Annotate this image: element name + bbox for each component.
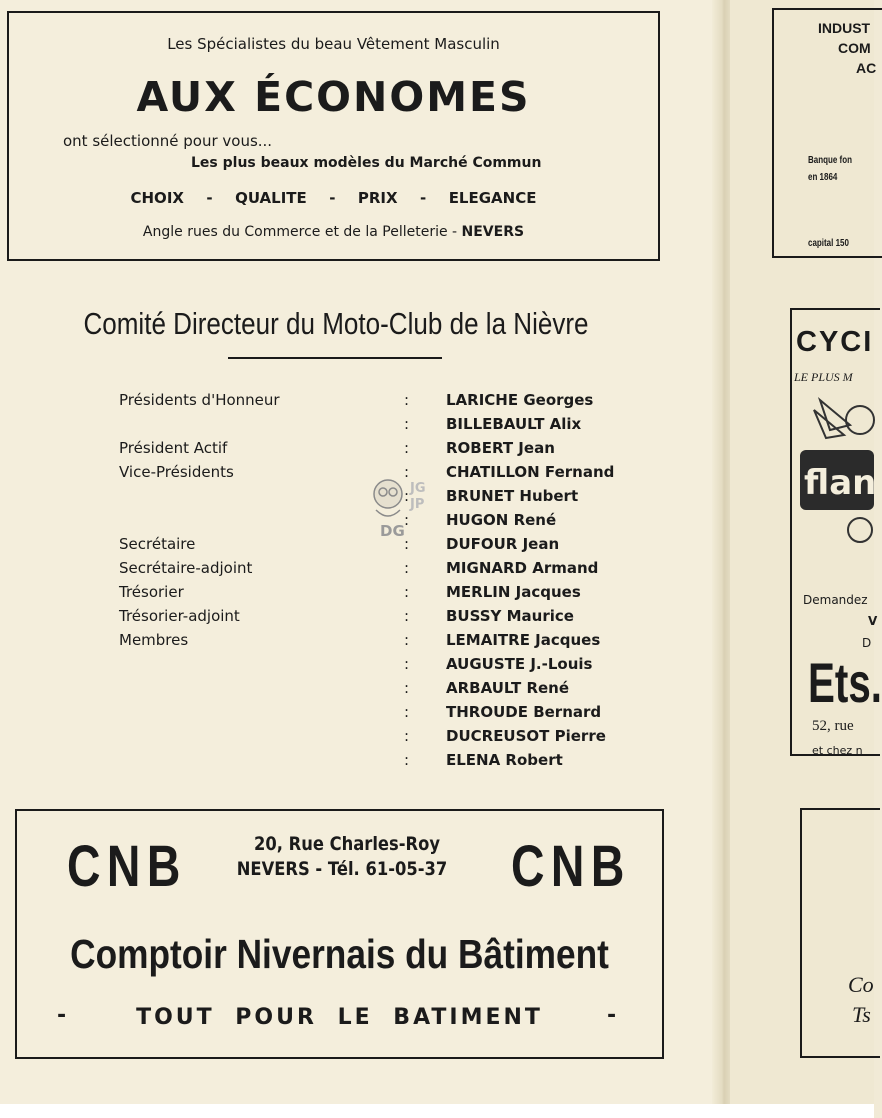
cycles-subtitle: LE PLUS M bbox=[794, 370, 853, 384]
banque-capital: capital 150 bbox=[808, 238, 849, 249]
member-name: MIGNARD Armand bbox=[446, 559, 599, 577]
member-name: HUGON René bbox=[446, 511, 557, 529]
role-colon: : bbox=[404, 535, 410, 553]
member-name: DUFOUR Jean bbox=[446, 535, 560, 553]
role-label bbox=[119, 508, 280, 532]
role-label bbox=[119, 676, 280, 700]
role-label bbox=[119, 484, 280, 508]
names-column bbox=[446, 388, 614, 772]
banque-line1: INDUST bbox=[818, 20, 871, 36]
role-colon: : bbox=[404, 655, 410, 673]
economes-name: AUX ÉCONOMES bbox=[136, 73, 531, 121]
member-name: DUCREUSOT Pierre bbox=[446, 727, 606, 745]
role-label: Présidents d'Honneur bbox=[119, 391, 280, 409]
banque-founded1: Banque fon bbox=[808, 155, 852, 166]
cnb-logo-left: CNB bbox=[67, 834, 187, 899]
role-colon: : bbox=[404, 607, 410, 625]
colons-column bbox=[404, 388, 409, 772]
role-label: Secrétaire bbox=[119, 535, 196, 553]
role-colon: : bbox=[404, 439, 410, 457]
cycles-ets: Ets. bbox=[808, 651, 882, 714]
economes-address-text: Angle rues du Commerce et de la Pelleterie - bbox=[142, 224, 462, 240]
cycles-logo-text: flan bbox=[804, 463, 877, 503]
banque-line2: COM bbox=[838, 40, 871, 56]
cycles-v: V bbox=[868, 614, 878, 628]
stamp-line2: JP bbox=[410, 497, 425, 512]
member-name: BUSSY Maurice bbox=[446, 607, 574, 625]
member-name: AUGUSTE J.-Louis bbox=[446, 655, 593, 673]
cycles-title: CYCI bbox=[796, 326, 874, 358]
ad-aux-economes bbox=[7, 11, 660, 261]
role-label: Secrétaire-adjoint bbox=[119, 559, 253, 577]
role-colon: : bbox=[404, 391, 410, 409]
economes-qualities: CHOIX - QUALITE - PRIX - ELEGANCE bbox=[130, 189, 537, 207]
cycles-logo bbox=[800, 390, 877, 550]
member-name: MERLIN Jacques bbox=[446, 583, 581, 601]
cycles-chez: et chez n bbox=[812, 744, 863, 757]
member-name: BRUNET Hubert bbox=[446, 487, 579, 505]
cnb-address-line2: NEVERS - Tél. 61-05-37 bbox=[236, 858, 448, 880]
role-colon: : bbox=[404, 415, 410, 433]
role-label bbox=[119, 700, 280, 724]
economes-selected: ont sélectionné pour vous... bbox=[63, 132, 273, 150]
role-label: Vice-Présidents bbox=[119, 463, 234, 481]
cycles-rue: 52, rue bbox=[812, 718, 854, 734]
role-label bbox=[119, 748, 280, 772]
cnb-dash-left: - bbox=[57, 1003, 67, 1028]
role-colon: : bbox=[404, 631, 410, 649]
role-colon: : bbox=[404, 703, 410, 721]
economes-tagline: Les Spécialistes du beau Vêtement Masculin bbox=[167, 35, 500, 53]
cnb-address-line1: 20, Rue Charles-Roy bbox=[253, 833, 440, 855]
comite-divider bbox=[228, 357, 442, 359]
role-colon: : bbox=[404, 463, 410, 481]
role-colon: : bbox=[404, 559, 410, 577]
role-label bbox=[119, 412, 280, 436]
member-name: BILLEBAULT Alix bbox=[446, 415, 582, 433]
role-colon: : bbox=[404, 751, 410, 769]
member-name: ARBAULT René bbox=[446, 679, 570, 697]
member-name: LARICHE Georges bbox=[446, 391, 594, 409]
ad-cnb bbox=[15, 809, 664, 1059]
role-label: Président Actif bbox=[119, 439, 228, 457]
cnb-full-name: Comptoir Nivernais du Bâtiment bbox=[70, 931, 609, 977]
cycles-d: D bbox=[862, 636, 872, 650]
role-colon: : bbox=[404, 727, 410, 745]
member-name: THROUDE Bernard bbox=[446, 703, 602, 721]
economes-address bbox=[9, 224, 658, 240]
member-name: ELENA Robert bbox=[446, 751, 563, 769]
collector-stamp bbox=[364, 470, 434, 540]
bottom-right-script1: Co bbox=[848, 972, 874, 997]
stamp-line3: DG bbox=[380, 522, 405, 540]
comite-title: Comité Directeur du Moto-Club de la Nièvre bbox=[83, 306, 589, 341]
banque-line3: AC bbox=[856, 60, 877, 76]
cnb-dash-right: - bbox=[607, 1003, 617, 1028]
role-label: Trésorier bbox=[119, 583, 184, 601]
member-name: ROBERT Jean bbox=[446, 439, 555, 457]
member-name: CHATILLON Fernand bbox=[446, 463, 615, 481]
cycles-ask: Demandez bbox=[803, 593, 868, 607]
economes-models: Les plus beaux modèles du Marché Commun bbox=[191, 155, 542, 171]
stamp-line1: JG bbox=[410, 481, 426, 496]
banque-founded2: en 1864 bbox=[808, 172, 838, 183]
member-name: LEMAITRE Jacques bbox=[446, 631, 601, 649]
roles-column bbox=[119, 388, 280, 772]
scan-bottom-edge bbox=[0, 1104, 874, 1118]
cnb-logo-right: CNB bbox=[511, 834, 631, 899]
economes-city: NEVERS bbox=[461, 224, 525, 240]
role-colon: : bbox=[404, 583, 410, 601]
role-label: Membres bbox=[119, 631, 189, 649]
role-label: Trésorier-adjoint bbox=[119, 607, 240, 625]
role-label bbox=[119, 652, 280, 676]
role-label bbox=[119, 724, 280, 748]
role-colon: : bbox=[404, 487, 410, 505]
role-colon: : bbox=[404, 679, 410, 697]
bottom-right-script2: Ts bbox=[852, 1002, 871, 1027]
cnb-slogan: TOUT POUR LE BATIMENT bbox=[136, 1005, 543, 1030]
role-colon: : bbox=[404, 511, 410, 529]
